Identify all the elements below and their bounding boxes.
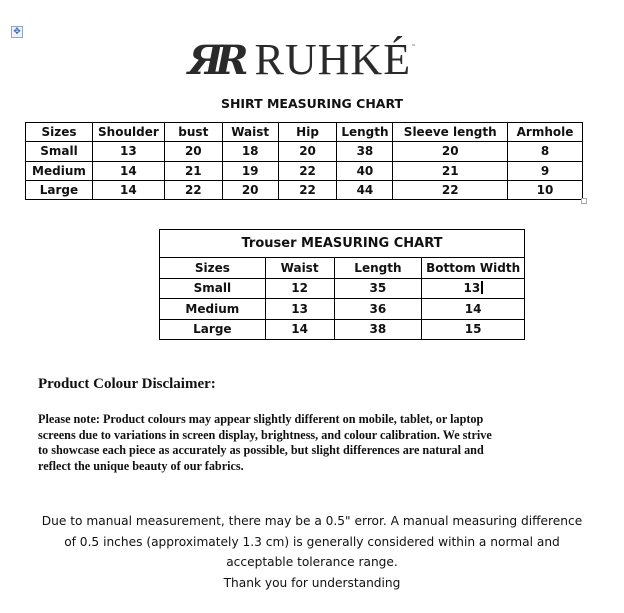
table-header-row <box>26 123 583 142</box>
table-cell[interactable]: 22 <box>278 161 337 180</box>
note-line: of 0.5 inches (approximately 1.3 cm) is generally considered within a normal and <box>64 534 560 549</box>
table-cell[interactable]: 15 <box>422 319 525 340</box>
table-cell[interactable]: 20 <box>393 142 508 161</box>
table-cell[interactable]: 40 <box>337 161 393 180</box>
table-row <box>26 161 583 180</box>
table-cell[interactable]: 19 <box>222 161 278 180</box>
table-cell[interactable]: 38 <box>337 142 393 161</box>
table-cell[interactable]: Small <box>160 278 266 299</box>
disclaimer-line: screens due to variations in screen display, brightness, and colour calibration. We strive <box>38 427 492 442</box>
table-row <box>26 142 583 161</box>
table-row <box>160 278 525 299</box>
header-cell[interactable]: Waist <box>265 258 334 279</box>
logo-monogram: ЯR <box>188 36 241 84</box>
header-cell[interactable]: Sizes <box>26 123 93 142</box>
table-cell[interactable]: Large <box>160 319 266 340</box>
header-cell[interactable]: Armhole <box>508 123 583 142</box>
table-cell[interactable]: 8 <box>508 142 583 161</box>
table-cell[interactable]: 21 <box>393 161 508 180</box>
table-cell[interactable]: 13 <box>92 142 164 161</box>
table-cell[interactable]: 22 <box>393 180 508 199</box>
table-cell[interactable]: 38 <box>334 319 422 340</box>
trouser-chart-title[interactable]: Trouser MEASURING CHART <box>160 230 525 258</box>
disclaimer-heading: Product Colour Disclaimer: <box>38 376 216 392</box>
table-cell[interactable]: 20 <box>164 142 222 161</box>
table-cell[interactable]: 12 <box>265 278 334 299</box>
logo-wordmark: RUHKÉ <box>254 35 412 84</box>
table-cell[interactable]: 22 <box>164 180 222 199</box>
shirt-measuring-table <box>25 122 583 200</box>
table-header-row <box>160 258 525 279</box>
header-cell[interactable]: Waist <box>222 123 278 142</box>
trouser-measuring-table <box>159 229 525 340</box>
header-cell[interactable]: Sleeve length <box>393 123 508 142</box>
shirt-chart-title: SHIRT MEASURING CHART <box>220 96 404 111</box>
table-row <box>160 299 525 320</box>
note-line: Due to manual measurement, there may be a 0.5" error. A manual measuring difference <box>41 514 583 528</box>
table-cell[interactable]: 20 <box>222 180 278 199</box>
table-cell[interactable]: 9 <box>508 161 583 180</box>
table-cell[interactable]: Large <box>26 180 93 199</box>
table-cell[interactable]: 44 <box>337 180 393 199</box>
table-cell[interactable]: 21 <box>164 161 222 180</box>
disclaimer-line: reflect the unique beauty of our fabrics. <box>38 458 244 473</box>
table-cell[interactable]: 14 <box>265 319 334 340</box>
table-cell-value: 13 <box>463 281 481 296</box>
table-cell[interactable]: 14 <box>92 161 164 180</box>
table-caption-row <box>160 230 525 258</box>
header-cell[interactable]: Length <box>334 258 422 279</box>
header-cell[interactable]: Bottom Width <box>422 258 525 279</box>
header-cell[interactable]: Shoulder <box>92 123 164 142</box>
table-cell[interactable]: 22 <box>278 180 337 199</box>
table-cell[interactable]: 14 <box>422 299 525 320</box>
table-cell[interactable]: 35 <box>334 278 422 299</box>
disclaimer-line: to showcase each piece as accurately as possible, but slight differences are natural and <box>38 443 484 457</box>
table-cell[interactable]: 14 <box>92 180 164 199</box>
header-cell[interactable]: Length <box>337 123 393 142</box>
header-cell[interactable]: bust <box>164 123 222 142</box>
table-cell[interactable]: 13 <box>265 299 334 320</box>
table-row <box>160 319 525 340</box>
table-cell[interactable]: 36 <box>334 299 422 320</box>
table-cell[interactable]: Medium <box>160 299 266 320</box>
table-cell[interactable]: 20 <box>278 142 337 161</box>
text-cursor <box>481 281 483 294</box>
table-cell[interactable]: Medium <box>26 161 93 180</box>
table-row <box>26 180 583 199</box>
disclaimer-paragraph <box>38 412 558 474</box>
table-cell[interactable]: 18 <box>222 142 278 161</box>
table-cell[interactable]: Small <box>26 142 93 161</box>
table-resize-handle[interactable] <box>581 198 587 204</box>
table-move-handle-icon[interactable]: ✥ <box>11 26 23 38</box>
header-cell[interactable]: Sizes <box>160 258 266 279</box>
table-cell[interactable]: 10 <box>508 180 583 199</box>
brand-logo <box>188 35 428 84</box>
measurement-note <box>0 511 624 593</box>
table-cell-active[interactable] <box>422 278 525 299</box>
note-line: Thank you for understanding <box>223 575 401 590</box>
disclaimer-line: Please note: Product colours may appear slightly different on mobile, tablet, or laptop <box>38 412 484 426</box>
header-cell[interactable]: Hip <box>278 123 337 142</box>
trademark-mark: ™ <box>411 44 417 50</box>
note-line: acceptable tolerance range. <box>226 555 398 569</box>
